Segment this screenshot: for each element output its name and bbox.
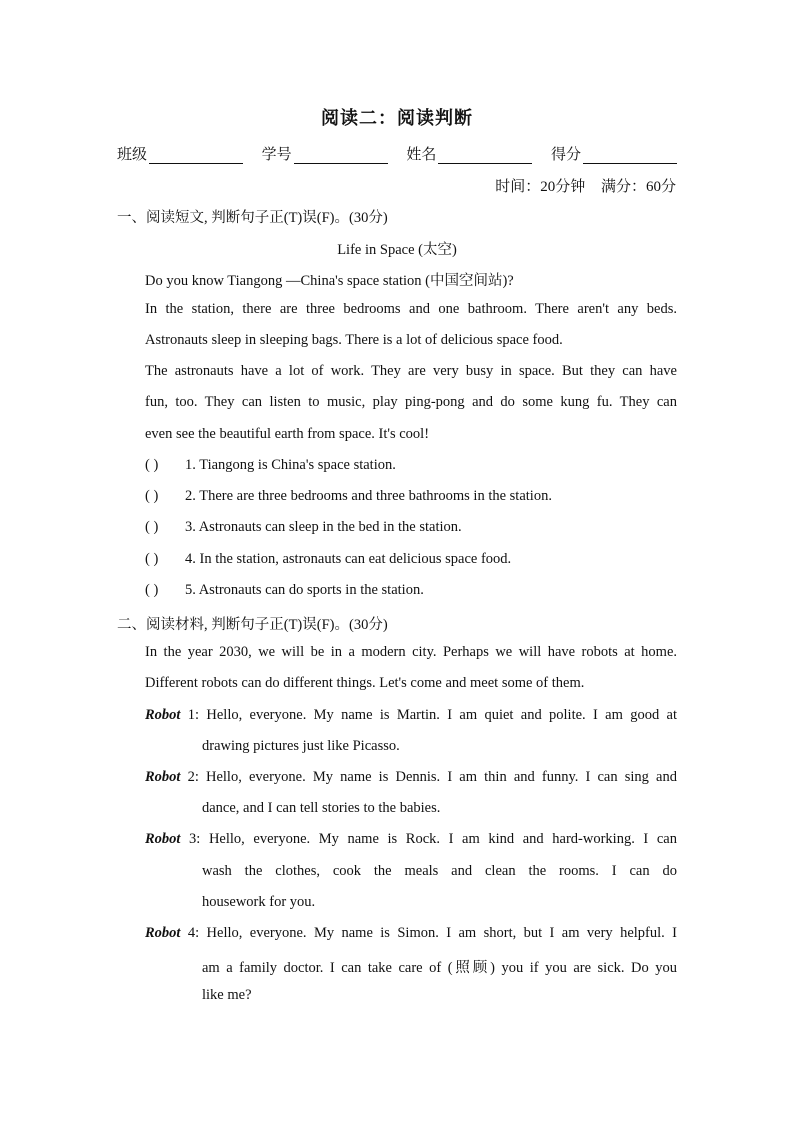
passage-line: Astronauts sleep in sleeping bags. There is a lot of delicious space food.	[145, 332, 563, 348]
name-label: 姓名	[406, 147, 437, 163]
class-label: 班级	[117, 147, 148, 163]
name-field	[406, 143, 532, 164]
robot-text: 4: Hello, everyone. My name is Simon. I am short, but I am very helpful. I	[180, 925, 677, 941]
robot-text: 1: Hello, everyone. My name is Martin. I am quiet and polite. I am good at	[180, 707, 677, 723]
page-title: 阅读二：阅读判断	[321, 108, 473, 128]
class-field	[117, 143, 243, 164]
robot-3-cont: wash the clothes, cook the meals and clean the rooms. I can do	[202, 863, 677, 879]
section1-heading: 一、阅读短文, 判断句子正(T)误(F)。(30分)	[117, 210, 388, 226]
robot-4-cont: like me?	[202, 987, 252, 1003]
name-blank[interactable]	[438, 147, 532, 164]
robot-3-line	[145, 831, 677, 848]
number-blank[interactable]	[294, 147, 388, 164]
robot-label: Robot	[145, 707, 181, 723]
answer-blank[interactable]: ( )	[145, 551, 159, 567]
robot-1-cont: drawing pictures just like Picasso.	[202, 738, 400, 754]
score-field	[551, 143, 677, 164]
question-item	[145, 519, 462, 536]
robot-3-cont: housework for you.	[202, 894, 316, 910]
class-blank[interactable]	[149, 147, 243, 164]
answer-blank[interactable]: ( )	[145, 582, 159, 598]
question-text: 1. Tiangong is China's space station.	[185, 457, 396, 473]
robot-label: Robot	[145, 831, 181, 847]
passage-line: even see the beautiful earth from space. It's cool!	[145, 426, 430, 442]
score-label: 得分	[550, 147, 581, 163]
question-text: 3. Astronauts can sleep in the bed in the station.	[185, 519, 462, 535]
passage-line: The astronauts have a lot of work. They are very busy in space. But they can have	[145, 363, 677, 379]
number-label: 学号	[261, 147, 292, 163]
robot-1-line	[145, 707, 677, 724]
question-text: 2. There are three bedrooms and three bathrooms in the station.	[185, 488, 552, 504]
intro-line: Different robots can do different things. Let's come and meet some of them.	[145, 675, 585, 691]
robot-2-cont: dance, and I can tell stories to the babies.	[202, 800, 441, 816]
answer-blank[interactable]: ( )	[145, 488, 159, 504]
intro-line: In the year 2030, we will be in a modern city. Perhaps we will have robots at home.	[145, 644, 677, 660]
robot-4-line	[145, 925, 677, 942]
section2-heading: 二、阅读材料, 判断句子正(T)误(F)。(30分)	[117, 617, 388, 633]
robot-text: 3: Hello, everyone. My name is Rock. I am kind and hard-working. I can	[180, 831, 677, 847]
question-item	[145, 551, 511, 568]
question-text: 5. Astronauts can do sports in the station.	[185, 582, 424, 598]
passage-line: Do you know Tiangong —China's space station (中国空间站)?	[145, 273, 514, 289]
question-text: 4. In the station, astronauts can eat delicious space food.	[185, 551, 512, 567]
question-item	[145, 488, 552, 505]
robot-label: Robot	[145, 925, 181, 941]
answer-blank[interactable]: ( )	[145, 457, 159, 473]
passage-line: fun, too. They can listen to music, play ping-pong and do some kung fu. They can	[145, 394, 677, 410]
robot-text: 2: Hello, everyone. My name is Dennis. I am thin and funny. I can sing and	[180, 769, 677, 785]
question-item	[145, 457, 396, 474]
student-info-row	[117, 143, 677, 164]
robot-4-cont: am a family doctor. I can take care of (照顾) you if you are sick. Do you	[202, 960, 677, 976]
time-limit: 时间：20分钟	[495, 179, 586, 195]
number-field	[262, 143, 388, 164]
answer-blank[interactable]: ( )	[145, 519, 159, 535]
passage-line: In the station, there are three bedrooms and one bathroom. There aren't any beds.	[145, 301, 677, 317]
score-blank[interactable]	[583, 147, 677, 164]
passage-title: Life in Space (太空)	[337, 242, 457, 258]
time-score-meta	[483, 175, 676, 196]
question-item	[145, 582, 424, 599]
robot-label: Robot	[145, 769, 181, 785]
robot-2-line	[145, 769, 677, 786]
full-score: 满分：60分	[600, 179, 676, 195]
